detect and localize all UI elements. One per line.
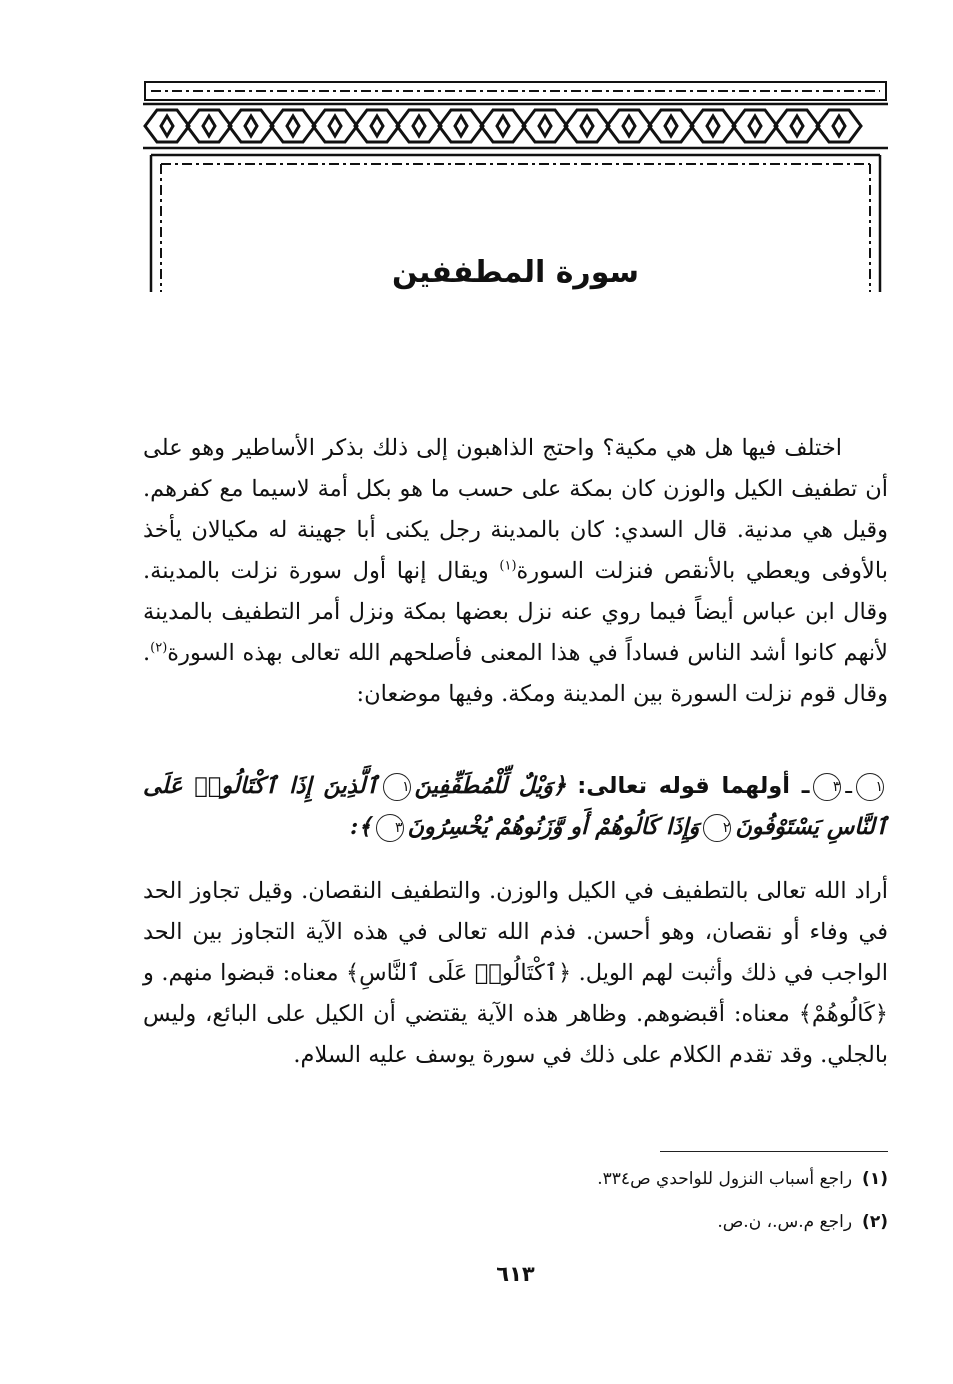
ayah-marker-2: ٢ (703, 814, 731, 842)
interlace-diamond (413, 116, 425, 136)
footnote-2-number: (٢) (862, 1212, 888, 1232)
interlace-diamond (665, 116, 677, 136)
verse-1: ﴿وَيْلٌ لِّلْمُطَفِّفِينَ (414, 773, 567, 799)
footnote-ref-2: (٢) (150, 640, 168, 656)
intro-text-2: ويقال إنها أول سورة نزلت بالمدينة. وقال ابن عباس أيضاً فيما روي عنه نزل بعضها بمكة ونزل أمر التطفيف بالمدينة لأنهم كانوا أشد الناس فساداً في هذا المعنى فأصلحهم الله تعالى بهذه السورة (143, 558, 888, 666)
topic-title: ـ أولهما قوله تعالى: (577, 773, 810, 799)
verse-end: ﴾: (350, 814, 372, 840)
footnote-1-text: راجع أسباب النزول للواحدي ص٣٣٤. (597, 1169, 853, 1189)
topic-dash: ـ (845, 773, 852, 799)
intro-paragraph (143, 428, 888, 715)
intro-text-3: . وقال قوم نزلت السورة بين المدينة ومكة. وفيها موضعان: (143, 640, 888, 707)
footnote-separator (660, 1151, 888, 1152)
interlace-diamond (749, 116, 761, 136)
topic-one-block (143, 766, 888, 848)
interlace-diamond (161, 116, 173, 136)
topic-number-3: ٣ (813, 773, 841, 801)
interlace-diamond (581, 116, 593, 136)
ayah-marker-1: ١ (383, 773, 411, 801)
verse-3: وَإِذَا كَالُوهُمْ أَو وَّزَنُوهُمْ يُخْسِرُونَ (407, 814, 700, 840)
interlace-diamond (203, 116, 215, 136)
interlace-diamond (707, 116, 719, 136)
interlace-diamond (539, 116, 551, 136)
footnote-2-text: راجع م.س.، ن.ص. (717, 1212, 853, 1232)
footnote-2 (143, 1210, 888, 1234)
interlace-diamond (329, 116, 341, 136)
interlace-diamond (833, 116, 845, 136)
interlace-diamond (497, 116, 509, 136)
interlace-diamond (623, 116, 635, 136)
interlace-diamond (287, 116, 299, 136)
ayah-marker-3: ٣ (376, 814, 404, 842)
interlace-diamond (455, 116, 467, 136)
commentary-text: أراد الله تعالى بالتطفيف في الكيل والوزن. والتطفيف النقصان. وقيل تجاوز الحد في وفاء أو نقصان، وهو أحسن. فذم الله تعالى في هذه الآية التجاوز بين الحد الواجب في ذلك وأثبت لهم الويل. ﴿ٱكْتَالُوا۟ عَلَى ٱلنَّاسِ﴾ معناه: قبضوا منهم. و ﴿كَالُوهُمْ﴾ معناه: أقبضوهم. وظاهر هذه الآية يقتضي أن الكيل على البائع، وليس بالجلي. وقد تقدم الكلام على ذلك في سورة يوسف عليه السلام. (143, 878, 888, 1068)
interlace-diamond (791, 116, 803, 136)
surah-title: سورة المطففين (391, 255, 640, 290)
footnote-ref-1: (١) (499, 558, 517, 574)
interlace-diamond (245, 116, 257, 136)
footnote-1 (143, 1167, 888, 1191)
commentary-paragraph (143, 871, 888, 1076)
intro-text-1: اختلف فيها هل هي مكية؟ واحتج الذاهبون إلى ذلك بذكر الأساطير وهو على أن تطفيف الكيل والوزن كان بمكة على حسب ما هو بكل أمة لاسيما مع كفرهم. وقيل هي مدنية. قال السدي: كان بالمدينة رجل يكنى أبا جهينة له مكيالان يأخذ بالأوفى ويعطي بالأنقص فنزلت السورة (143, 435, 888, 584)
verse-2: ٱلَّذِينَ إِذَا ٱكْتَالُوا۟ عَلَى ٱلنَّاسِ يَسْتَوْفُونَ (143, 773, 888, 840)
page-number: ٦١٣ (496, 1262, 535, 1286)
footnote-1-number: (١) (862, 1169, 888, 1189)
interlace-diamond (371, 116, 383, 136)
topic-number-1: ١ (856, 773, 884, 801)
